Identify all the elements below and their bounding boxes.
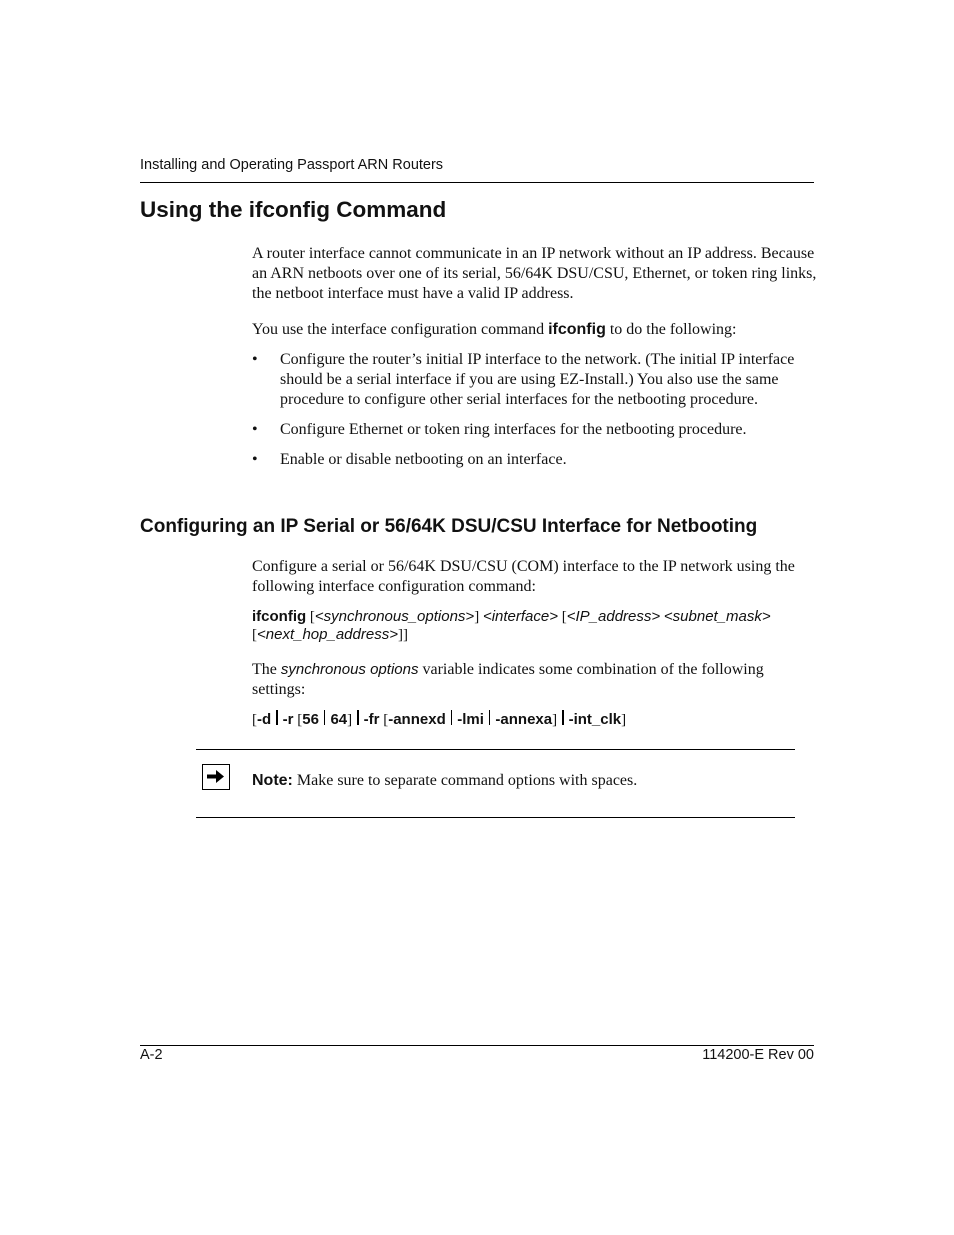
option-d: -d — [257, 711, 272, 728]
option-lmi: -lmi — [457, 711, 484, 728]
syntax-bracket: [ — [558, 609, 567, 625]
option-r: -r — [282, 711, 294, 728]
list-item — [252, 420, 818, 440]
separator-bar — [357, 710, 359, 725]
usage-bullet-list — [252, 350, 818, 470]
option-bracket: ] — [347, 712, 353, 728]
list-item — [252, 450, 818, 470]
note-bottom-rule — [196, 817, 795, 818]
bullet-text: Configure Ethernet or token ring interfaces for the netbooting procedure. — [280, 421, 747, 438]
bullet-text: Configure the router’s initial IP interface to the network. (The initial IP interface should be a serial interface if you are using EZ-Install.) You also use the same procedure to configure other serial interfaces for the netbooting procedure. — [280, 351, 795, 408]
syntax-next-hop: <next_hop_address> — [257, 626, 398, 643]
option-fr: -fr — [363, 711, 380, 728]
syntax-bracket: ] — [474, 609, 483, 625]
syntax-bracket: ]] — [397, 627, 408, 643]
option-bracket: [ — [252, 712, 257, 728]
serial-intro-paragraph: Configure a serial or 56/64K DSU/CSU (COM) interface to the IP network using the following interface configuration command: — [252, 558, 795, 595]
option-bracket: [ — [379, 712, 389, 728]
running-header: Installing and Operating Passport ARN Routers — [140, 157, 444, 173]
ifconfig-command: ifconfig — [548, 321, 606, 338]
bullet-glyph: • — [252, 451, 258, 468]
separator-bar — [276, 710, 278, 725]
separator-bar — [324, 710, 326, 725]
option-bracket: [ — [293, 712, 303, 728]
option-bracket: ] — [621, 712, 627, 728]
option-56: 56 — [302, 711, 319, 728]
option-bracket: ] — [552, 712, 558, 728]
separator-bar — [451, 710, 453, 725]
bullet-glyph: • — [252, 351, 258, 368]
syntax-synchronous-options: <synchronous_options> — [314, 608, 475, 625]
bullet-glyph: • — [252, 421, 258, 438]
usage-text-post: to do the following: — [605, 321, 737, 338]
document-id: 114200-E Rev 00 — [702, 1047, 814, 1063]
section-title-serial-interface: Configuring an IP Serial or 56/64K DSU/CSU Interface for Netbooting — [140, 516, 758, 537]
separator-bar — [489, 710, 491, 725]
syntax-bracket: [ — [252, 627, 257, 643]
syntax-bracket: [ — [306, 609, 315, 625]
option-annexa: -annexa — [495, 711, 553, 728]
page-number: A-2 — [140, 1047, 163, 1063]
usage-paragraph — [252, 320, 818, 340]
footer-divider — [140, 1045, 814, 1046]
note-label: Note: — [252, 772, 293, 789]
list-item — [252, 350, 818, 410]
note-body: Make sure to separate command options with spaces. — [292, 772, 638, 789]
synchronous-options-syntax — [252, 710, 818, 729]
bullet-text: Enable or disable netbooting on an interface. — [280, 451, 567, 468]
note-top-rule — [196, 749, 795, 750]
option-64: 64 — [330, 711, 348, 728]
synchronous-options-var: synchronous options — [280, 661, 419, 678]
ifconfig-syntax — [252, 608, 818, 644]
section-title-ifconfig: Using the ifconfig Command — [140, 197, 447, 222]
syntax-ip-address: <IP_address> — [566, 608, 661, 625]
options-text-post: variable indicates some combination of the following settings: — [252, 661, 764, 698]
syntax-interface: <interface> — [482, 608, 558, 625]
option-annexd: -annexd — [388, 711, 446, 728]
header-divider — [140, 182, 814, 183]
syntax-subnet-mask: <subnet_mask> — [663, 608, 771, 625]
intro-paragraph: A router interface cannot communicate in an IP network without an IP address. Because an ARN netboots over one of its serial, 56/64K DSU/CSU, Ethernet, or token ring links, the netboot interface must have a valid IP address. — [252, 245, 817, 302]
option-int-clk: -int_clk — [568, 711, 622, 728]
syntax-command: ifconfig — [252, 608, 307, 625]
options-text-pre: The — [252, 661, 281, 678]
usage-text-pre: You use the interface configuration command — [252, 321, 549, 338]
options-paragraph — [252, 660, 818, 700]
note-text — [252, 771, 637, 791]
separator-bar — [562, 710, 564, 725]
right-arrow-icon — [202, 764, 230, 790]
